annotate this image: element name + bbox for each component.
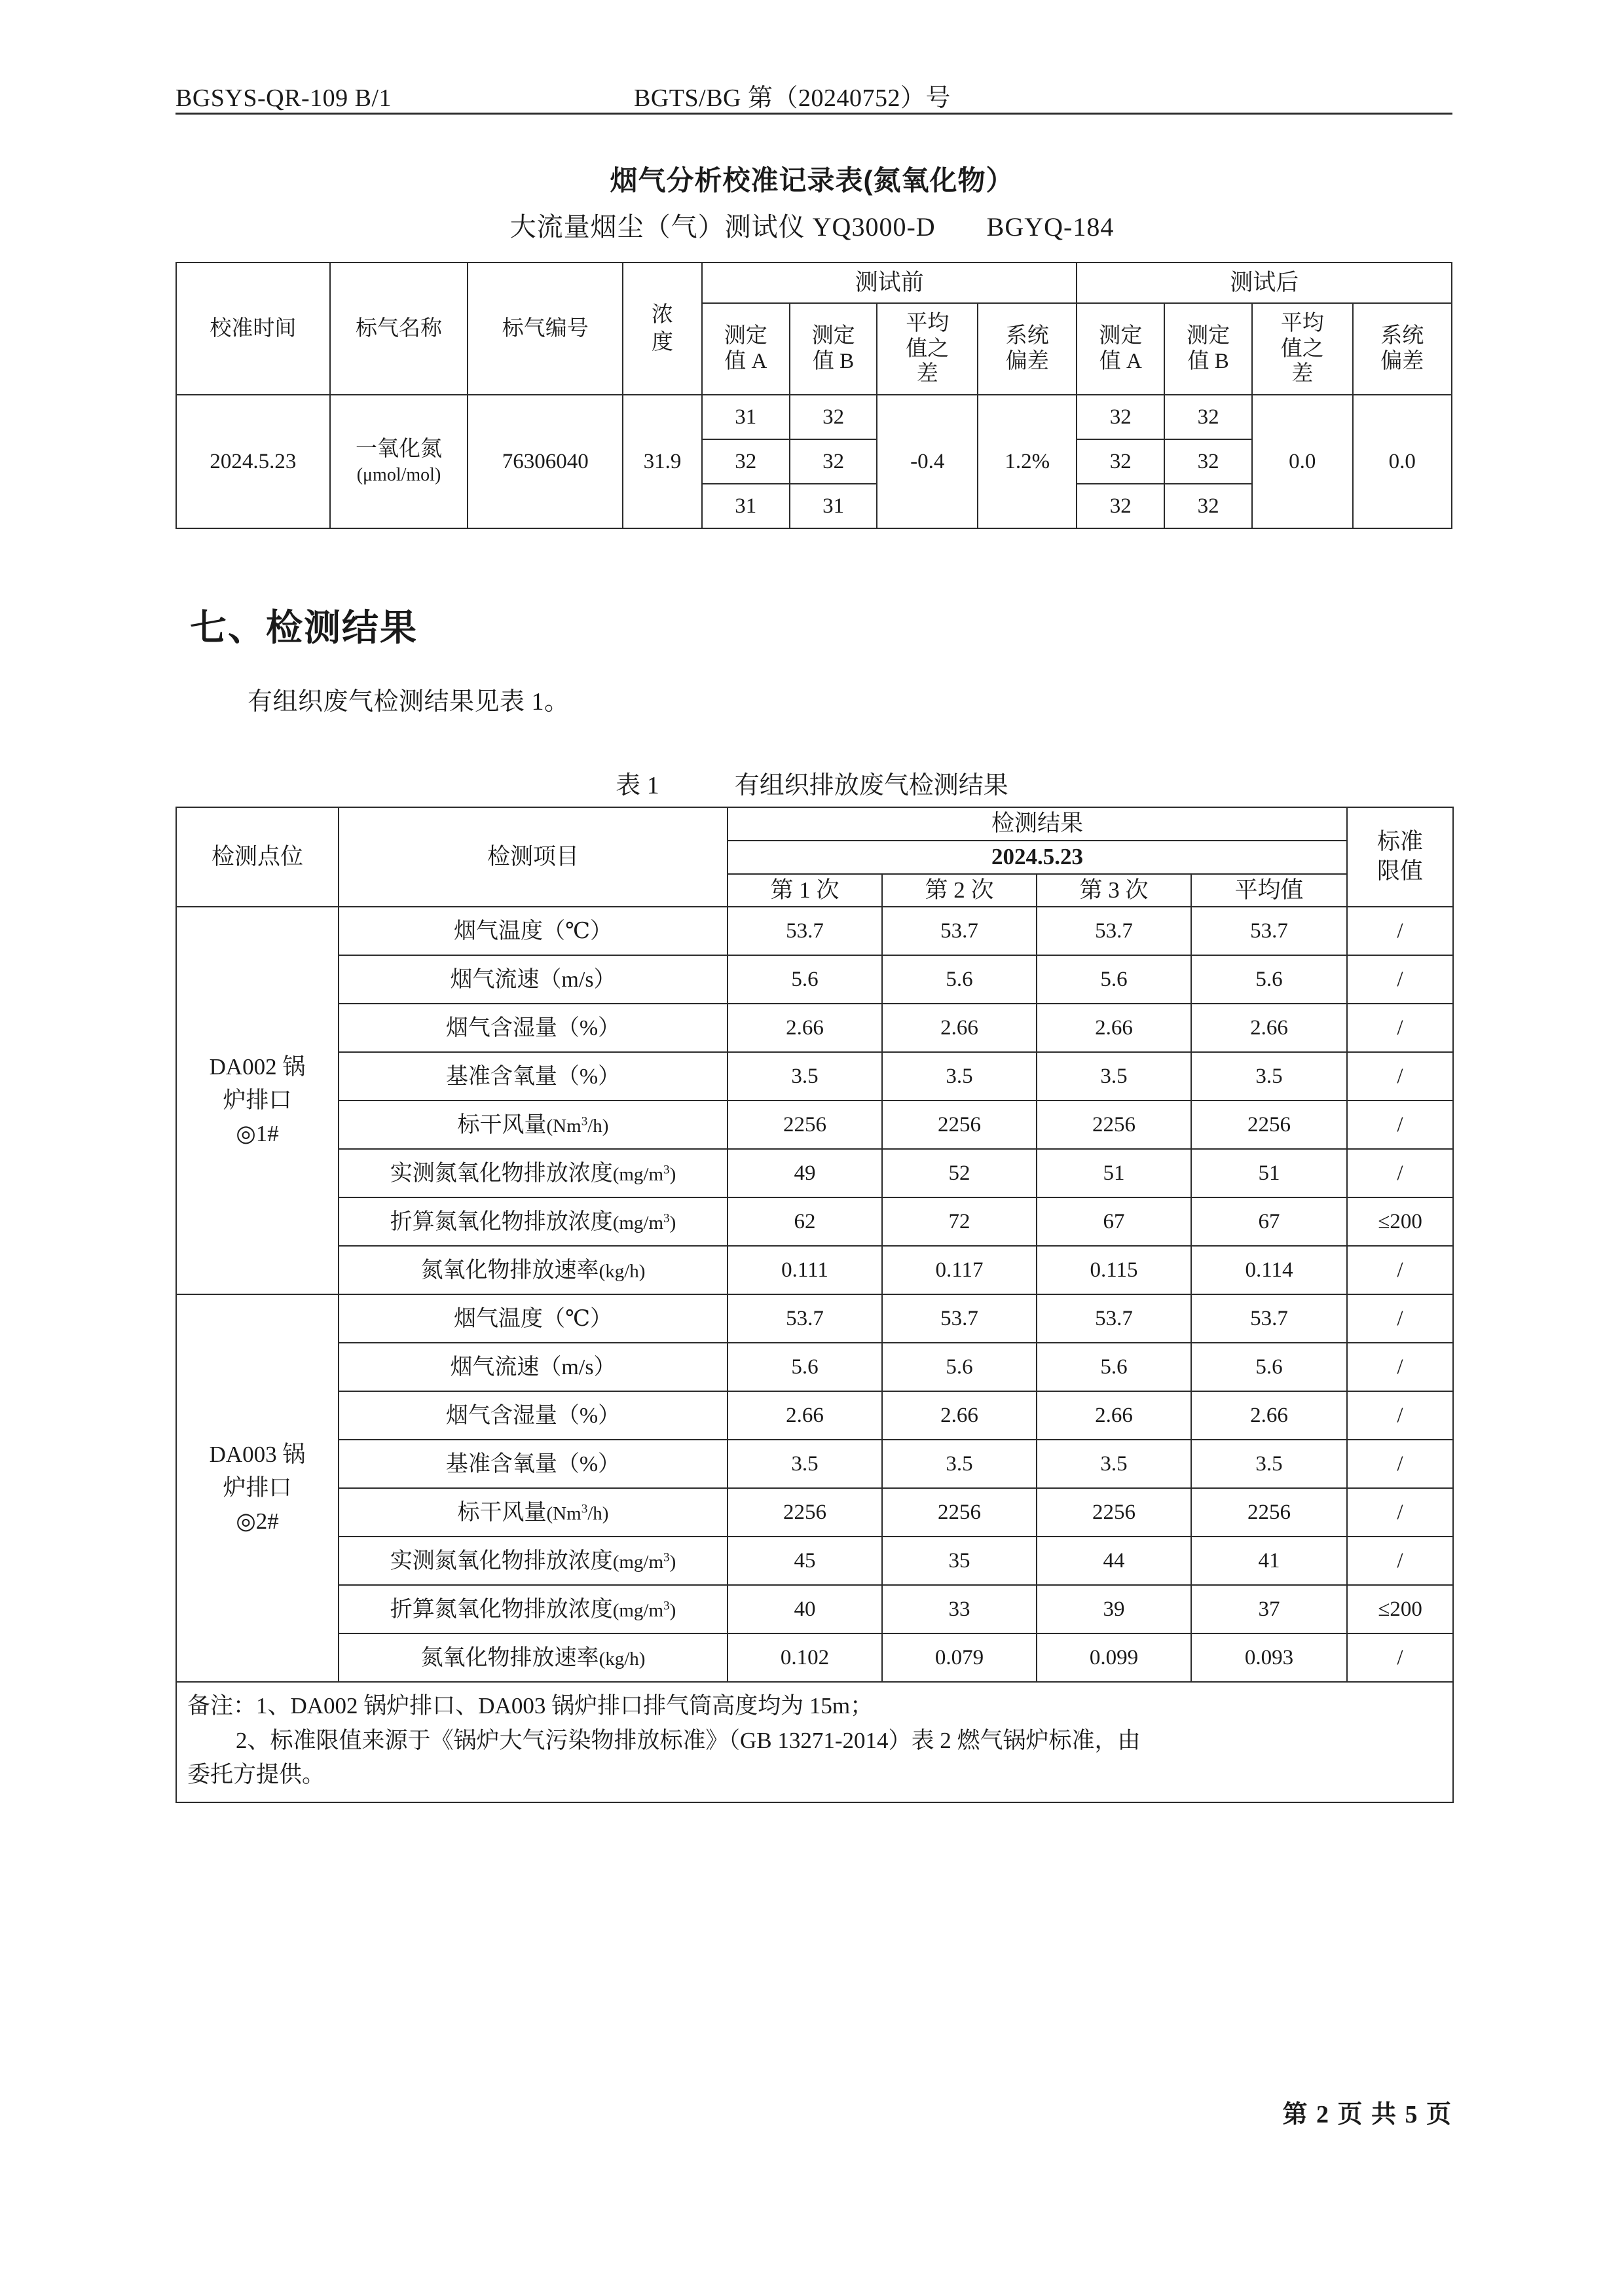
cell-trial-1: 62: [728, 1197, 882, 1246]
cell-limit: /: [1347, 1004, 1453, 1052]
cell-trial-1: 53.7: [728, 1294, 882, 1343]
table-row: [176, 1149, 1453, 1197]
cell-trial-3: 5.6: [1037, 1343, 1191, 1391]
cell-after-b-3: 32: [1164, 484, 1252, 528]
superscript-3: 3: [663, 1162, 670, 1176]
cell-trial-3: 67: [1037, 1197, 1191, 1246]
cell-trial-1: 2256: [728, 1488, 882, 1537]
table-row: [176, 1294, 1453, 1343]
cell-trial-3: 3.5: [1037, 1440, 1191, 1488]
table1-caption-label: 表 1: [616, 772, 659, 799]
cell-before-sys-bias: 1.2%: [978, 395, 1077, 528]
cell-limit: /: [1347, 1101, 1453, 1149]
cell-average: 5.6: [1191, 1343, 1347, 1391]
unit-text: $(mg/m^3)$: [612, 1598, 676, 1621]
cell-trial-1: 53.7: [728, 907, 882, 955]
cell-item: 折算氮氧化物排放浓度$(mg/m^3)$: [339, 1197, 728, 1246]
cell-trial-1: 2256: [728, 1101, 882, 1149]
section-heading: 七、检测结果: [190, 607, 418, 648]
header-after-mean-diff: 平均 值之 差: [1252, 303, 1353, 395]
header-after-value-b: 测定 值 B: [1164, 303, 1252, 395]
cell-gas-no: 76306040: [468, 395, 623, 528]
cell-trial-1: 0.102: [728, 1633, 882, 1682]
remark-row: [176, 1682, 1453, 1802]
cell-item: 实测氮氧化物排放浓度$(mg/m^3)$: [339, 1537, 728, 1585]
superscript-3: 3: [663, 1211, 670, 1225]
cell-calib-time: 2024.5.23: [176, 395, 330, 528]
header-divider: [175, 113, 1452, 115]
cell-measurement-point: DA003 锅 炉排口 ◎2#: [176, 1294, 339, 1682]
cell-trial-2: 33: [882, 1585, 1037, 1633]
cell-after-b-1: 32: [1164, 395, 1252, 439]
form-subtitle: [0, 206, 1624, 244]
result-table-head: [176, 807, 1453, 907]
cell-average: 37: [1191, 1585, 1347, 1633]
cell-item: 烟气温度（℃）: [339, 1294, 728, 1343]
instrument-name: 大流量烟尘（气）测试仪 YQ3000-D: [509, 212, 936, 242]
cell-before-b-3: 31: [790, 484, 877, 528]
cell-trial-2: 53.7: [882, 1294, 1037, 1343]
cell-item: 烟气含湿量（%）: [339, 1391, 728, 1440]
header-calib-time: 校准时间: [176, 263, 330, 395]
cell-average: 41: [1191, 1537, 1347, 1585]
header-gas-name: 标气名称: [330, 263, 468, 395]
cell-item: 烟气温度（℃）: [339, 907, 728, 955]
cell-trial-3: 2256: [1037, 1488, 1191, 1537]
cell-limit: /: [1347, 1294, 1453, 1343]
unit-text: (Nm$^3$/h): [546, 1114, 609, 1137]
form-title: 烟气分析校准记录表(氮氧化物）: [610, 165, 1014, 196]
cell-trial-1: 3.5: [728, 1440, 882, 1488]
cell-after-a-1: 32: [1077, 395, 1164, 439]
cell-limit: /: [1347, 1343, 1453, 1391]
cell-trial-3: 0.115: [1037, 1246, 1191, 1294]
cell-trial-2: 53.7: [882, 907, 1037, 955]
cell-after-b-2: 32: [1164, 439, 1252, 484]
cell-limit: /: [1347, 1149, 1453, 1197]
cell-item: 烟气含湿量（%）: [339, 1004, 728, 1052]
unit-text: $(mg/m^3)$: [612, 1550, 676, 1573]
instrument-code: BGYQ-184: [986, 212, 1115, 242]
cell-item: 标干风量(Nm$^3$/h): [339, 1488, 728, 1537]
cell-trial-2: 2256: [882, 1488, 1037, 1537]
report-number: BGTS/BG 第（20240752）号: [634, 84, 951, 112]
unit-text: (kg/h): [599, 1260, 646, 1282]
cell-before-b-2: 32: [790, 439, 877, 484]
cell-trial-3: 53.7: [1037, 907, 1191, 955]
cell-item: 基准含氧量（%）: [339, 1440, 728, 1488]
cell-average: 0.093: [1191, 1633, 1347, 1682]
cell-trial-1: 0.111: [728, 1246, 882, 1294]
superscript-3: 3: [581, 1114, 588, 1128]
header-before-mean-diff: 平均 值之 差: [877, 303, 978, 395]
cell-average: 2256: [1191, 1488, 1347, 1537]
cell-before-b-1: 32: [790, 395, 877, 439]
cell-after-a-2: 32: [1077, 439, 1164, 484]
unit-text: (Nm$^3$/h): [546, 1501, 609, 1524]
cell-after-sys-bias: 0.0: [1353, 395, 1452, 528]
superscript-3: 3: [663, 1598, 670, 1613]
cell-after-mean-diff: 0.0: [1252, 395, 1353, 528]
table-row: [176, 1343, 1453, 1391]
header-after-sys-bias: 系统 偏差: [1353, 303, 1452, 395]
cell-average: 53.7: [1191, 907, 1347, 955]
cell-item: 基准含氧量（%）: [339, 1052, 728, 1101]
cell-average: 51: [1191, 1149, 1347, 1197]
header-before-value-b: 测定 值 B: [790, 303, 877, 395]
result-header-row-1: [176, 807, 1453, 841]
cell-average: 2.66: [1191, 1004, 1347, 1052]
cell-item: 氮氧化物排放速率(kg/h): [339, 1246, 728, 1294]
remark-line-3: [187, 1758, 1442, 1793]
table1-caption: [0, 765, 1624, 801]
remark-line-1: [187, 1689, 1442, 1724]
remark-text-1: 备注：1、DA002 锅炉排口、DA003 锅炉排口排气筒高度均为 15m；: [187, 1693, 874, 1719]
calib-header-row-1: [176, 263, 1452, 303]
cell-before-a-3: 31: [702, 484, 790, 528]
cell-average: 2256: [1191, 1101, 1347, 1149]
cell-trial-3: 2.66: [1037, 1391, 1191, 1440]
table-row: [176, 1197, 1453, 1246]
cell-average: 2.66: [1191, 1391, 1347, 1440]
gas-name-text: 一氧化氮: [356, 437, 442, 462]
cell-remarks: [176, 1682, 1453, 1802]
cell-item: 标干风量(Nm$^3$/h): [339, 1101, 728, 1149]
remark-text-3: 委托方提供。: [187, 1762, 325, 1788]
table-row: [176, 1488, 1453, 1537]
superscript-3: 3: [581, 1501, 588, 1516]
cell-average: 67: [1191, 1197, 1347, 1246]
header-before-test: 测试前: [702, 263, 1077, 303]
cell-trial-1: 49: [728, 1149, 882, 1197]
cell-measurement-point: DA002 锅 炉排口 ◎1#: [176, 907, 339, 1294]
header-after-test: 测试后: [1077, 263, 1452, 303]
cell-limit: /: [1347, 1391, 1453, 1440]
cell-limit: ≤200: [1347, 1585, 1453, 1633]
table-row: [176, 1246, 1453, 1294]
section-paragraph: 有组织废气检测结果见表 1。: [248, 688, 570, 716]
page-footer: 第 2 页 共 5 页: [1282, 2101, 1452, 2128]
cell-limit: /: [1347, 1052, 1453, 1101]
calibration-table: [175, 262, 1452, 529]
table-row: [176, 1391, 1453, 1440]
cell-trial-3: 53.7: [1037, 1294, 1191, 1343]
form-code: BGSYS-QR-109 B/1: [175, 84, 392, 112]
cell-trial-3: 2256: [1037, 1101, 1191, 1149]
header-point: 检测点位: [176, 807, 339, 907]
cell-trial-1: 45: [728, 1537, 882, 1585]
cell-after-a-3: 32: [1077, 484, 1164, 528]
calib-data-row-1: [176, 395, 1452, 439]
table-row: [176, 1101, 1453, 1149]
cell-trial-1: 3.5: [728, 1052, 882, 1101]
cell-item: 烟气流速（m/s）: [339, 1343, 728, 1391]
table-row: [176, 1633, 1453, 1682]
table1-caption-title: 有组织排放废气检测结果: [734, 772, 1008, 799]
header-test-date: 2024.5.23: [728, 841, 1347, 874]
result-table-body: [176, 907, 1453, 1802]
cell-trial-2: 2.66: [882, 1391, 1037, 1440]
cell-trial-2: 5.6: [882, 955, 1037, 1004]
cell-average: 3.5: [1191, 1052, 1347, 1101]
cell-average: 3.5: [1191, 1440, 1347, 1488]
remark-line-2: [187, 1724, 1442, 1758]
table-row: [176, 1440, 1453, 1488]
table-row: [176, 907, 1453, 955]
cell-trial-3: 39: [1037, 1585, 1191, 1633]
header-trial-2: 第 2 次: [882, 874, 1037, 907]
cell-trial-2: 3.5: [882, 1052, 1037, 1101]
cell-limit: /: [1347, 1633, 1453, 1682]
document-header: [175, 77, 1452, 113]
cell-trial-2: 5.6: [882, 1343, 1037, 1391]
cell-limit: /: [1347, 1488, 1453, 1537]
header-trial-1: 第 1 次: [728, 874, 882, 907]
header-item: 检测项目: [339, 807, 728, 907]
cell-limit: /: [1347, 907, 1453, 955]
cell-limit: ≤200: [1347, 1197, 1453, 1246]
table-row: [176, 1585, 1453, 1633]
cell-trial-2: 0.117: [882, 1246, 1037, 1294]
gas-unit-text: (μmol/mol): [356, 465, 441, 486]
cell-before-a-1: 31: [702, 395, 790, 439]
cell-trial-2: 72: [882, 1197, 1037, 1246]
cell-before-a-2: 32: [702, 439, 790, 484]
header-before-sys-bias: 系统 偏差: [978, 303, 1077, 395]
superscript-3: 3: [663, 1550, 670, 1564]
cell-trial-2: 35: [882, 1537, 1037, 1585]
header-results: 检测结果: [728, 807, 1347, 841]
cell-trial-3: 2.66: [1037, 1004, 1191, 1052]
cell-trial-3: 51: [1037, 1149, 1191, 1197]
header-before-value-a: 测定 值 A: [702, 303, 790, 395]
result-table: [175, 807, 1454, 1803]
cell-trial-1: 5.6: [728, 1343, 882, 1391]
cell-average: 0.114: [1191, 1246, 1347, 1294]
cell-before-mean-diff: -0.4: [877, 395, 978, 528]
cell-trial-2: 2256: [882, 1101, 1037, 1149]
cell-limit: /: [1347, 955, 1453, 1004]
header-trial-3: 第 3 次: [1037, 874, 1191, 907]
cell-trial-1: 2.66: [728, 1004, 882, 1052]
cell-trial-3: 5.6: [1037, 955, 1191, 1004]
cell-trial-2: 2.66: [882, 1004, 1037, 1052]
cell-trial-1: 2.66: [728, 1391, 882, 1440]
header-gas-no: 标气编号: [468, 263, 623, 395]
cell-trial-3: 0.099: [1037, 1633, 1191, 1682]
cell-trial-3: 44: [1037, 1537, 1191, 1585]
cell-trial-3: 3.5: [1037, 1052, 1191, 1101]
table-row: [176, 1052, 1453, 1101]
cell-gas-name: [330, 395, 468, 528]
cell-item: 折算氮氧化物排放浓度$(mg/m^3)$: [339, 1585, 728, 1633]
cell-limit: /: [1347, 1537, 1453, 1585]
header-after-value-a: 测定 值 A: [1077, 303, 1164, 395]
unit-text: (kg/h): [599, 1648, 646, 1669]
cell-trial-1: 5.6: [728, 955, 882, 1004]
cell-limit: /: [1347, 1246, 1453, 1294]
unit-text: $(mg/m^3)$: [612, 1162, 676, 1185]
cell-trial-2: 3.5: [882, 1440, 1037, 1488]
header-concentration: 浓 度: [623, 263, 702, 395]
cell-limit: /: [1347, 1440, 1453, 1488]
table-row: [176, 1004, 1453, 1052]
cell-average: 5.6: [1191, 955, 1347, 1004]
unit-text: $(mg/m^3)$: [612, 1211, 676, 1233]
cell-item: 烟气流速（m/s）: [339, 955, 728, 1004]
remark-text-2: 2、标准限值来源于《锅炉大气污染物排放标准》（GB 13271-2014）表 2 燃气锅炉标准，由: [236, 1727, 1141, 1753]
cell-trial-2: 52: [882, 1149, 1037, 1197]
cell-trial-2: 0.079: [882, 1633, 1037, 1682]
cell-item: 氮氧化物排放速率(kg/h): [339, 1633, 728, 1682]
cell-item: 实测氮氧化物排放浓度$(mg/m^3)$: [339, 1149, 728, 1197]
table-row: [176, 955, 1453, 1004]
header-limit: 标准 限值: [1347, 807, 1453, 907]
cell-concentration: 31.9: [623, 395, 702, 528]
header-average: 平均值: [1191, 874, 1347, 907]
table-row: [176, 1537, 1453, 1585]
cell-trial-1: 40: [728, 1585, 882, 1633]
cell-average: 53.7: [1191, 1294, 1347, 1343]
